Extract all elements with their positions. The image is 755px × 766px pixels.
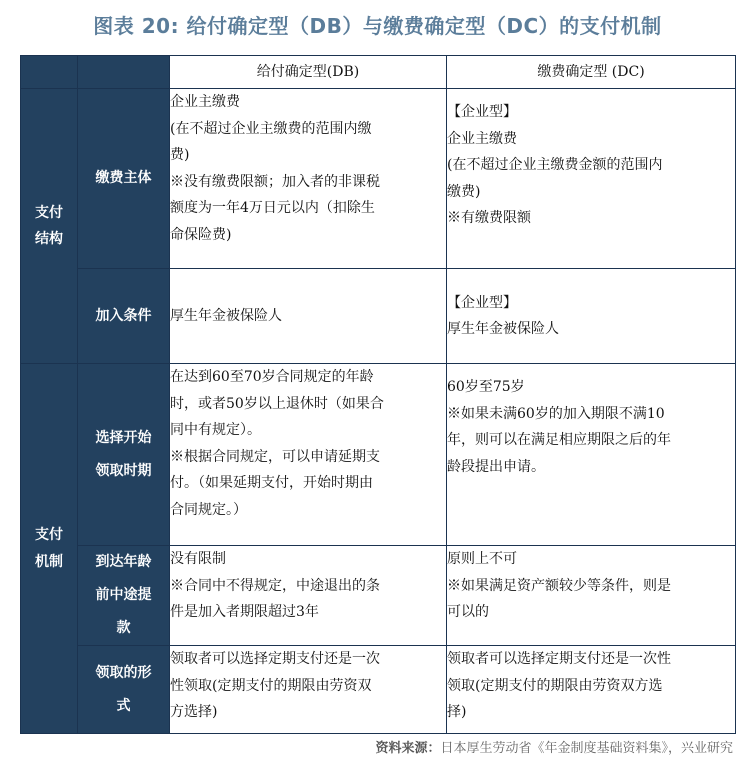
cell-line: 领取者可以选择定期支付还是一次性 xyxy=(447,651,671,667)
db-cell xyxy=(170,646,447,734)
cell-line: 60岁至75岁 xyxy=(447,379,525,395)
figure-title: 图表 20: 给付确定型（DB）与缴费确定型（DC）的支付机制 xyxy=(93,14,662,38)
cell-line: 领取(定期支付的期限由劳资双方选 xyxy=(447,677,663,694)
dc-cell xyxy=(447,89,736,269)
cell-line: 件是加入者期限超过3年 xyxy=(170,604,319,620)
header-empty-1 xyxy=(21,56,78,89)
table-row xyxy=(21,269,736,364)
dc-cell xyxy=(447,546,736,646)
cell-line: 没有限制 xyxy=(170,551,226,567)
cell-line: ※有缴费限额 xyxy=(447,210,531,226)
cell-line: ※如果满足资产额较少等条件，则是 xyxy=(447,577,671,594)
source-text: 日本厚生劳动省《年金制度基础资料集》，兴业研究 xyxy=(440,741,733,756)
cell-line: 【企业型】 xyxy=(447,294,517,311)
cell-line: 方选择) xyxy=(170,704,218,720)
dc-cell xyxy=(447,646,736,734)
cell-line: 企业主缴费 xyxy=(447,130,517,147)
row-label: 到达年龄 前中途提 款 xyxy=(78,546,170,646)
cell-line: 同中有规定）。 xyxy=(170,422,261,438)
header-row xyxy=(21,56,736,89)
cell-line: (在不超过企业主缴费金额的范围内 xyxy=(447,157,663,173)
cell-line: (在不超过企业主缴费的范围内缴 xyxy=(170,120,372,137)
cell-line: ※如果未满60岁的加入期限不满10 xyxy=(447,405,665,422)
cell-line: 命保险费) xyxy=(170,226,232,243)
table-row xyxy=(21,546,736,646)
section-label: 支付 机制 xyxy=(21,364,78,734)
row-label: 加入条件 xyxy=(78,269,170,364)
row-label: 领取的形 式 xyxy=(78,646,170,734)
cell-line: 原则上不可 xyxy=(447,551,517,567)
dc-cell xyxy=(447,269,736,364)
dc-cell xyxy=(447,364,736,546)
section-label: 支付 结构 xyxy=(21,89,78,364)
db-cell xyxy=(170,89,447,269)
cell-line: 性领取(定期支付的期限由劳资双 xyxy=(170,677,372,694)
source-note xyxy=(375,737,733,756)
cell-line: ※根据合同规定，可以申请延期支 xyxy=(170,448,380,465)
cell-line: 合同规定。） xyxy=(170,501,247,518)
cell-line: 择) xyxy=(447,704,467,720)
cell-line: 付。（如果延期支付，开始时期由 xyxy=(170,475,373,491)
cell-line: 时，或者50岁以上退休时（如果合 xyxy=(170,395,384,412)
cell-line: 额度为一年4万日元以内（扣除生 xyxy=(170,200,375,216)
cell-line: 【企业型】 xyxy=(447,104,517,120)
cell-line: 缴费) xyxy=(447,183,481,200)
comparison-table xyxy=(20,55,736,734)
cell-line: 龄段提出申请。 xyxy=(447,458,545,475)
table-row xyxy=(21,364,736,546)
row-label: 缴费主体 xyxy=(78,89,170,269)
cell-line: 领取者可以选择定期支付还是一次 xyxy=(170,651,380,667)
db-cell xyxy=(170,364,447,546)
cell-line: ※没有缴费限额；加入者的非课税 xyxy=(170,173,380,190)
cell-line: 厚生年金被保险人 xyxy=(447,321,559,337)
cell-line: 年，则可以在满足相应期限之后的年 xyxy=(447,432,671,448)
cell-line: 可以的 xyxy=(447,604,489,620)
db-cell xyxy=(170,546,447,646)
cell-line: 企业主缴费 xyxy=(170,94,240,110)
cell-line: ※合同中不得规定，中途退出的条 xyxy=(170,577,380,594)
header-db: 给付确定型(DB) xyxy=(170,56,447,89)
table-row xyxy=(21,646,736,734)
row-label: 选择开始 领取时期 xyxy=(78,364,170,546)
header-empty-2 xyxy=(78,56,170,89)
cell-line: 厚生年金被保险人 xyxy=(170,307,282,324)
source-label: 资料来源： xyxy=(375,741,441,756)
cell-line: 在达到60至70岁合同规定的年龄 xyxy=(170,369,374,385)
header-dc: 缴费确定型 (DC) xyxy=(447,56,736,89)
table-row xyxy=(21,89,736,269)
cell-line: 费) xyxy=(170,147,190,163)
db-cell xyxy=(170,269,447,364)
